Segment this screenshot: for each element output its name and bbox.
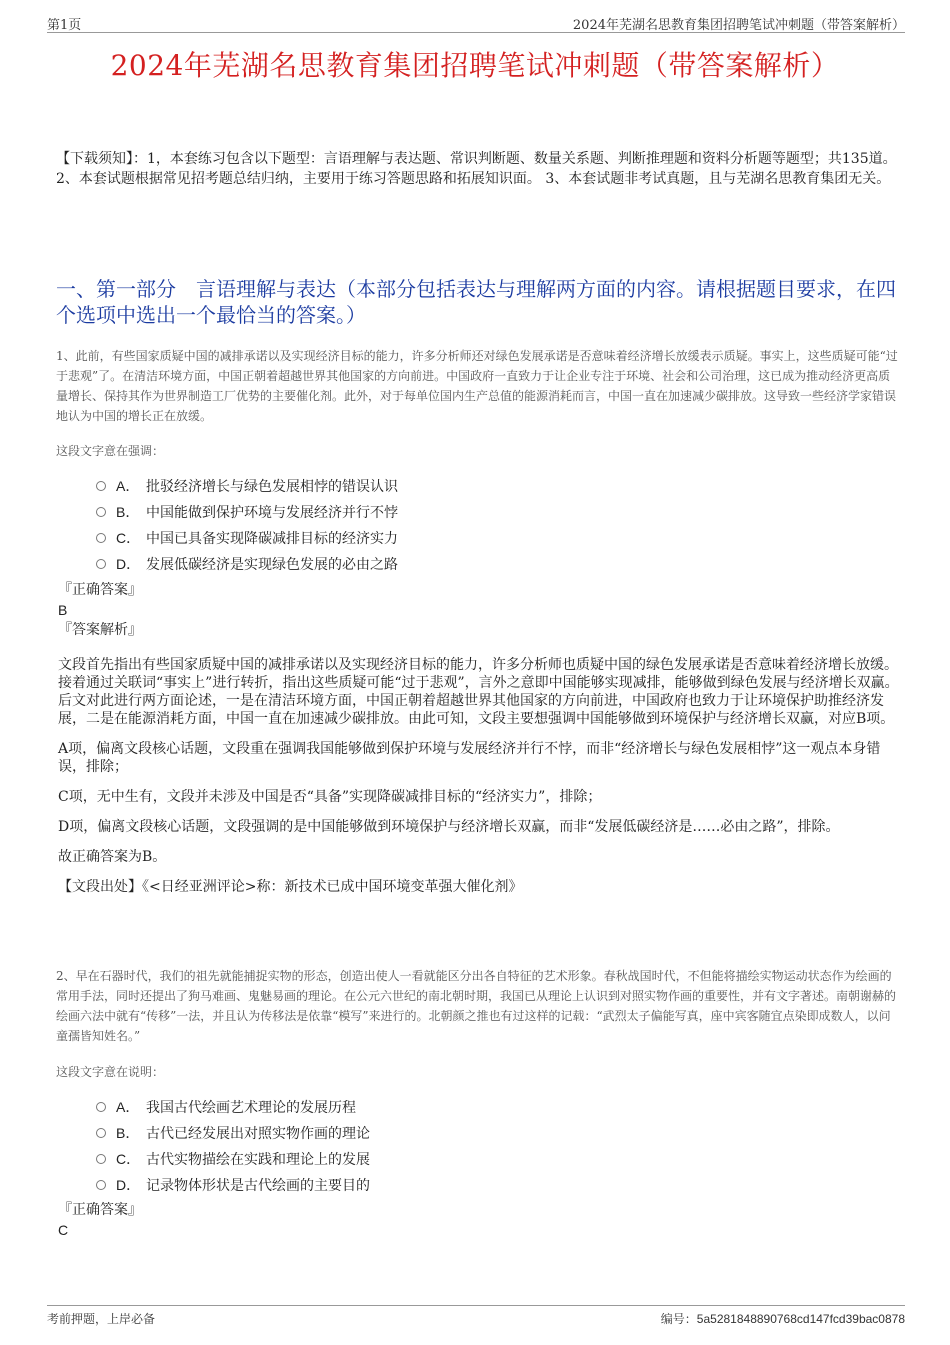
analysis-conclusion: 故正确答案为B。 (58, 849, 167, 865)
question-1-stem: 1、此前，有些国家质疑中国的减排承诺以及实现经济目标的能力，许多分析师还对绿色发展承诺是否意味着经济增长放缓表示质疑。事实上，这些质疑可能“过于悲观”了。在清洁环境方面，中国正朝着超越世界其他国家的方向前进。中国政府一直致力于让企业专注于环境、社会和公司治理，这已成为推动经济更高质量增长、保持其作为世界制造工厂优势的主要催化剂。此外，对于每单位国内生产总值的能源消耗而言，中国一直在加速减少碳排放。这导致一些经济学家错误地认为中国的增长正在放缓。 (56, 349, 898, 423)
question-1-prompt-wrap (56, 441, 902, 461)
question-2-option-d[interactable] (96, 1172, 370, 1198)
radio-icon[interactable] (96, 559, 106, 569)
question-1-answer (58, 581, 902, 639)
header-doc-title: 2024年芜湖名思教育集团招聘笔试冲刺题（带答案解析） (572, 18, 905, 33)
radio-icon[interactable] (96, 481, 106, 491)
option-text: 记录物体形状是古代绘画的主要目的 (146, 1178, 370, 1194)
question-2-option-c[interactable] (96, 1146, 370, 1172)
radio-icon[interactable] (96, 1180, 106, 1190)
question-1-analysis (58, 656, 902, 896)
section-heading: 一、第一部分 言语理解与表达（本部分包括表达与理解两方面的内容。请根据题目要求，在四个选项中选出一个最恰当的答案。） (56, 277, 896, 327)
option-letter: B． (116, 504, 140, 520)
option-letter: C． (116, 530, 141, 546)
analysis-paragraph: A项，偏离文段核心话题，文段重在强调我国能够做到保护环境与发展经济并行不悖，而非“经济增长与绿色发展相悖”这一观点本身错误，排除； (58, 741, 881, 775)
answer-label: 『正确答案』 (58, 1202, 142, 1218)
radio-icon[interactable] (96, 1154, 106, 1164)
analysis-paragraph: D项，偏离文段核心话题，文段强调的是中国能够做到环境保护与经济增长双赢，而非“发展低碳经济是……必由之路”，排除。 (58, 819, 840, 835)
question-2 (56, 966, 902, 1046)
radio-icon[interactable] (96, 1128, 106, 1138)
option-text: 中国已具备实现降碳减排目标的经济实力 (146, 531, 398, 547)
option-letter: B． (116, 1125, 140, 1141)
question-2-prompt: 这段文字意在说明： (56, 1065, 165, 1079)
question-2-prompt-wrap (56, 1062, 902, 1082)
radio-icon[interactable] (96, 507, 106, 517)
option-text: 批驳经济增长与绿色发展相悖的错误认识 (146, 479, 398, 495)
question-2-option-a[interactable] (96, 1094, 370, 1120)
question-2-option-b[interactable] (96, 1120, 370, 1146)
option-text: 我国古代绘画艺术理论的发展历程 (146, 1100, 356, 1116)
question-2-stem: 2、早在石器时代，我们的祖先就能捕捉实物的形态，创造出使人一看就能区分出各自特征的艺术形象。春秋战国时代，不但能将描绘实物运动状态作为绘画的常用手法，同时还提出了狗马难画、鬼魅易画的理论。在公元六世纪的南北朝时期，我国已从理论上认识到对照实物作画的重要性，并有文字著述。南朝谢赫的绘画六法中就有“传移”一法，并且认为传移法是依靠“模写”来进行的。北朝颜之推也有过这样的记载：“武烈太子偏能写真，座中宾客随宜点染即成数人，以问童孺皆知姓名。” (56, 969, 897, 1043)
question-1-option-b[interactable] (96, 499, 398, 525)
question-1-option-d[interactable] (96, 551, 398, 577)
question-2-options (96, 1094, 370, 1198)
answer-value: C (58, 1222, 69, 1238)
analysis-paragraph: 文段首先指出有些国家质疑中国的减排承诺以及实现经济目标的能力，许多分析师也质疑中国的绿色发展承诺是否意味着经济增长放缓。接着通过关联词“事实上”进行转折，指出这些质疑可能“过于悲观”，言外之意即中国能够实现减排，能够做到绿色发展与经济增长双赢。后文对此进行两方面论述，一是在清洁环境方面，中国正朝着超越世界其他国家的方向前进，中国政府也致力于让环境保护助推经济发展，二是在能源消耗方面，中国一直在加速减少碳排放。由此可知，文段主要想强调中国能够做到环境保护与经济增长双赢，对应B项。 (58, 657, 899, 727)
option-text: 中国能做到保护环境与发展经济并行不悖 (146, 505, 398, 521)
page-header (47, 12, 905, 33)
question-1-options (96, 473, 398, 577)
answer-value: B (58, 602, 68, 618)
question-1 (56, 346, 902, 426)
passage-source: 【文段出处】《<日经亚洲评论>称：新技术已成中国环境变革强大催化剂》 (58, 879, 523, 895)
question-1-prompt: 这段文字意在强调： (56, 444, 165, 458)
question-1-option-c[interactable] (96, 525, 398, 551)
question-2-answer (58, 1201, 902, 1239)
page-number: 第1页 (47, 18, 82, 33)
option-letter: A． (116, 1099, 140, 1115)
document-title: 2024年芜湖名思教育集团招聘笔试冲刺题（带答案解析） (110, 49, 840, 82)
answer-label: 『正确答案』 (58, 582, 142, 598)
option-letter: D． (116, 1177, 141, 1193)
option-text: 发展低碳经济是实现绿色发展的必由之路 (146, 557, 398, 573)
radio-icon[interactable] (96, 1102, 106, 1112)
question-1-option-a[interactable] (96, 473, 398, 499)
page-footer (47, 1305, 905, 1328)
option-letter: A． (116, 478, 140, 494)
option-text: 古代已经发展出对照实物作画的理论 (146, 1126, 370, 1142)
download-notice: 【下载须知】：1，本套练习包含以下题型：言语理解与表达题、常识判断题、数量关系题、判断推理题和资料分析题等题型；共135道。 2、本套试题根据常见招考题总结归纳，主要用于练习答题思路和拓展知识面。 3、本套试题非考试真题，且与芜湖名思教育集团无关。 (56, 151, 897, 187)
option-letter: C． (116, 1151, 141, 1167)
radio-icon[interactable] (96, 533, 106, 543)
option-text: 古代实物描绘在实践和理论上的发展 (146, 1152, 370, 1168)
footer-serial: 编号：5a5281848890768cd147fcd39bac0878 (660, 1312, 905, 1326)
analysis-label: 『答案解析』 (58, 622, 142, 638)
analysis-paragraph: C项，无中生有，文段并未涉及中国是否“具备”实现降碳减排目标的“经济实力”，排除； (58, 789, 602, 805)
footer-slogan: 考前押题，上岸必备 (47, 1312, 156, 1326)
option-letter: D． (116, 556, 141, 572)
